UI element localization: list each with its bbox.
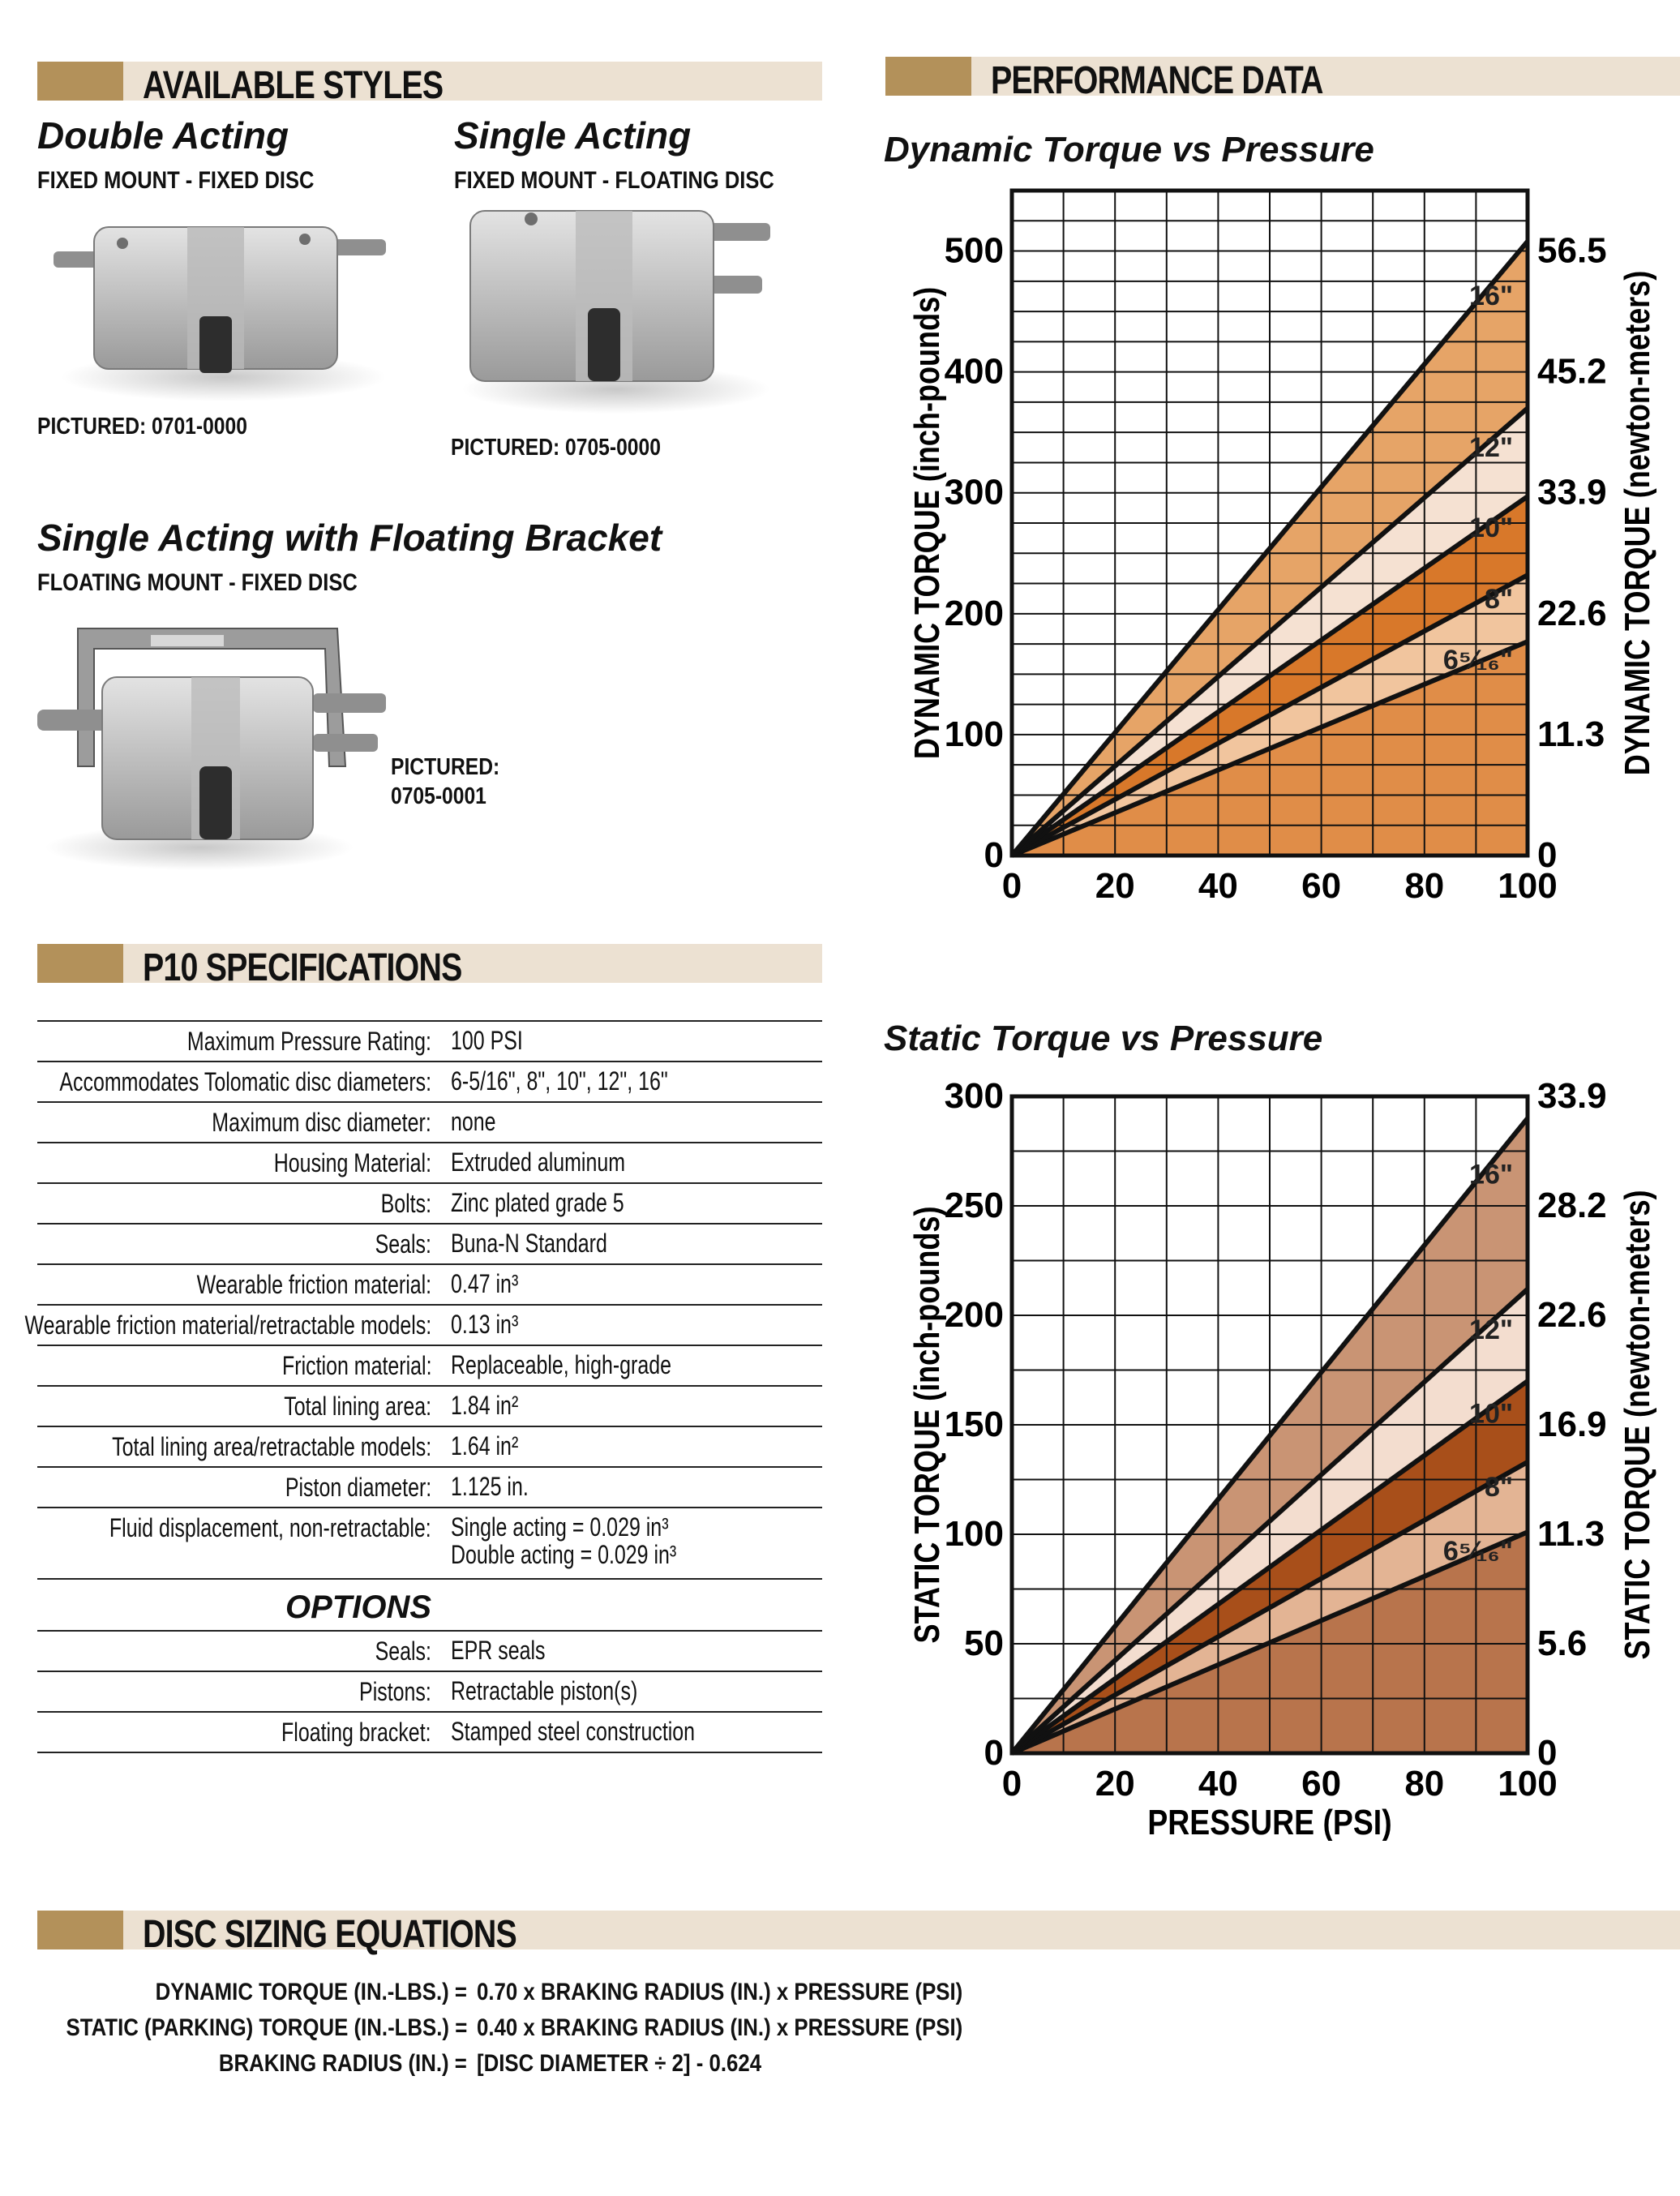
spec-row: [37, 1387, 822, 1427]
spec-value: 0.47 in³: [451, 1269, 519, 1298]
option-label: Pistons:: [359, 1677, 431, 1706]
double-acting-caliper-photo: [37, 195, 394, 405]
y2-tick-label: 0: [1537, 835, 1558, 875]
spec-label: Total lining area/retractable models:: [111, 1432, 431, 1461]
option-value: EPR seals: [451, 1636, 546, 1665]
spec-value-line: Single acting = 0.029 in³: [451, 1512, 669, 1542]
pictured-part-number: 0705-0001: [391, 783, 486, 809]
dynamic-chart-title: Dynamic Torque vs Pressure: [884, 130, 1374, 169]
performance-data-header: [885, 57, 1680, 102]
y-tick-label: 200: [944, 1295, 1004, 1335]
available-styles-header: [37, 62, 822, 107]
pictured-floating-bracket: [391, 753, 499, 811]
spec-label: Accommodates Tolomatic disc diameters:: [59, 1067, 431, 1096]
style-subtitle-single-acting: FIXED MOUNT - FLOATING DISC: [454, 167, 774, 194]
x-tick-label: 40: [1198, 1764, 1238, 1804]
section-swatch: [37, 1911, 123, 1949]
x-tick-label: 0: [1001, 866, 1022, 906]
y2-tick-label: 33.9: [1537, 1076, 1607, 1116]
spec-label: Piston diameter:: [285, 1473, 431, 1502]
series-label: 16": [1469, 1159, 1513, 1190]
y-tick-label: 50: [964, 1623, 1004, 1663]
spec-row: [37, 1508, 822, 1580]
x-tick-label: 20: [1095, 866, 1135, 906]
equation-left: BRAKING RADIUS (IN.) =: [218, 2050, 467, 2077]
y-tick-label: 300: [944, 1076, 1004, 1116]
dynamic-torque-chart: [876, 174, 1680, 933]
specifications-header: [37, 944, 822, 989]
y2-tick-label: 5.6: [1537, 1623, 1588, 1663]
style-title-single-acting: Single Acting: [454, 114, 692, 157]
y2-tick-label: 16.9: [1537, 1405, 1607, 1444]
spec-label: Maximum disc diameter:: [212, 1108, 431, 1137]
style-title-double-acting: Double Acting: [37, 114, 289, 157]
y-tick-label: 0: [984, 835, 1004, 875]
series-label: 10": [1469, 513, 1513, 544]
option-row: [37, 1672, 822, 1713]
y2-tick-label: 56.5: [1537, 230, 1607, 271]
option-value: Stamped steel construction: [451, 1717, 696, 1746]
spec-value: 100 PSI: [451, 1026, 523, 1055]
x-axis-label: PRESSURE (PSI): [1147, 1802, 1392, 1841]
spec-value-line: Double acting = 0.029 in³: [451, 1540, 677, 1569]
spec-value: Zinc plated grade 5: [451, 1188, 624, 1217]
equation-right: 0.40 x BRAKING RADIUS (IN.) x PRESSURE (PSI): [477, 2014, 963, 2041]
pictured-double-acting: PICTURED: 0701-0000: [37, 414, 247, 440]
y-tick-label: 400: [944, 351, 1004, 392]
pictured-single-acting: PICTURED: 0705-0000: [451, 435, 661, 461]
y2-axis-label: DYNAMIC TORQUE (newton-meters): [1617, 270, 1657, 776]
section-title: PERFORMANCE DATA: [991, 59, 1323, 102]
section-swatch: [37, 944, 123, 983]
y-tick-label: 300: [944, 472, 1004, 513]
section-swatch: [885, 57, 971, 96]
y-tick-label: 100: [944, 1514, 1004, 1554]
spec-row: [37, 1143, 822, 1184]
options-rule: [37, 1589, 822, 1632]
equation-right: [DISC DIAMETER ÷ 2] - 0.624: [477, 2050, 762, 2077]
style-title-floating-bracket: Single Acting with Floating Bracket: [37, 517, 662, 559]
section-title: DISC SIZING EQUATIONS: [143, 1913, 516, 1956]
style-subtitle-floating-bracket: FLOATING MOUNT - FIXED DISC: [37, 569, 358, 596]
y2-tick-label: 33.9: [1537, 472, 1607, 513]
spec-row: [24, 1306, 822, 1346]
options-title: OPTIONS: [285, 1589, 432, 1625]
series-label: 8": [1484, 584, 1513, 615]
option-label: Floating bracket:: [281, 1718, 431, 1747]
y2-tick-label: 22.6: [1537, 593, 1607, 633]
option-value: Retractable piston(s): [451, 1676, 638, 1705]
static-torque-chart: [876, 1062, 1680, 1841]
y2-tick-label: 11.3: [1537, 714, 1605, 754]
x-tick-label: 0: [1001, 1764, 1022, 1804]
spec-row: [37, 1225, 822, 1265]
option-label: Seals:: [375, 1636, 431, 1666]
spec-row: [37, 1022, 822, 1062]
y-tick-label: 200: [944, 593, 1004, 633]
pictured-label: PICTURED:: [391, 754, 500, 780]
x-tick-label: 80: [1404, 866, 1445, 906]
style-subtitle-double-acting: FIXED MOUNT - FIXED DISC: [37, 167, 315, 194]
y2-tick-label: 45.2: [1537, 351, 1607, 392]
series-label: 12": [1469, 1315, 1513, 1346]
series-label: 10": [1469, 1398, 1513, 1430]
x-tick-label: 80: [1404, 1764, 1445, 1804]
spec-value: Extruded aluminum: [451, 1147, 626, 1177]
spec-row: [37, 1184, 822, 1225]
equation-left: DYNAMIC TORQUE (IN.-LBS.) =: [155, 1979, 467, 2005]
single-acting-caliper-photo: [454, 195, 795, 422]
series-label: 8": [1484, 1472, 1513, 1503]
series-label: 12": [1469, 432, 1513, 464]
y2-tick-label: 28.2: [1537, 1186, 1607, 1225]
spec-value: 1.84 in²: [451, 1391, 519, 1420]
floating-bracket-caliper-photo: [37, 604, 394, 872]
y-axis-label: DYNAMIC TORQUE (inch-pounds): [906, 286, 947, 760]
spec-row: [37, 1427, 822, 1468]
spec-row: [37, 1346, 822, 1387]
x-tick-label: 60: [1301, 1764, 1342, 1804]
equations-header: [37, 1911, 1680, 1956]
spec-label: Seals:: [375, 1229, 431, 1259]
series-label: 6⁵⁄₁₆": [1442, 1535, 1513, 1567]
spec-row: [37, 1062, 822, 1103]
x-tick-label: 100: [1498, 866, 1558, 906]
equation-left: STATIC (PARKING) TORQUE (IN.-LBS.) =: [66, 2014, 467, 2041]
spec-label: Bolts:: [380, 1189, 431, 1218]
y2-tick-label: 22.6: [1537, 1295, 1607, 1335]
option-row: [37, 1713, 822, 1753]
y-tick-label: 250: [944, 1186, 1004, 1225]
spec-value: 6-5/16", 8", 10", 12", 16": [451, 1066, 668, 1096]
spec-value: [451, 1513, 676, 1568]
spec-label: Fluid displacement, non-retractable:: [109, 1513, 431, 1542]
y2-tick-label: 11.3: [1537, 1514, 1605, 1554]
spec-value: Buna-N Standard: [451, 1229, 607, 1258]
y-tick-label: 100: [944, 714, 1004, 754]
spec-label: Housing Material:: [273, 1148, 431, 1177]
x-tick-label: 60: [1301, 866, 1342, 906]
option-row: [37, 1632, 822, 1672]
spec-value: Replaceable, high-grade: [451, 1350, 671, 1379]
y-axis-label: STATIC TORQUE (inch-pounds): [906, 1206, 947, 1644]
spec-label: Maximum Pressure Rating:: [187, 1027, 431, 1056]
y2-axis-label: STATIC TORQUE (newton-meters): [1617, 1190, 1657, 1660]
x-tick-label: 40: [1198, 866, 1238, 906]
section-title: P10 SPECIFICATIONS: [143, 946, 462, 989]
spec-row: [37, 1468, 822, 1508]
spec-value: 0.13 in³: [451, 1310, 519, 1339]
series-label: 6⁵⁄₁₆": [1442, 644, 1513, 676]
x-tick-label: 100: [1498, 1764, 1558, 1804]
y-tick-label: 500: [944, 230, 1004, 271]
spec-label: Friction material:: [281, 1351, 431, 1380]
static-chart-title: Static Torque vs Pressure: [884, 1019, 1323, 1058]
spec-row: [37, 1265, 822, 1306]
y-tick-label: 150: [944, 1405, 1004, 1444]
spec-value: 1.64 in²: [451, 1431, 519, 1460]
spec-row: [37, 1103, 822, 1143]
section-title: AVAILABLE STYLES: [143, 64, 444, 107]
spec-label: Total lining area:: [284, 1392, 431, 1421]
spec-label: Wearable friction material/retractable models:: [24, 1310, 431, 1340]
y2-tick-label: 0: [1537, 1733, 1558, 1773]
spec-value: none: [451, 1107, 496, 1136]
x-tick-label: 20: [1095, 1764, 1135, 1804]
spec-label: Wearable friction material:: [196, 1270, 431, 1299]
series-label: 16": [1469, 280, 1513, 311]
section-swatch: [37, 62, 123, 101]
spec-value: 1.125 in.: [451, 1472, 529, 1501]
equation-right: 0.70 x BRAKING RADIUS (IN.) x PRESSURE (PSI): [477, 1979, 963, 2005]
y-tick-label: 0: [984, 1733, 1004, 1773]
